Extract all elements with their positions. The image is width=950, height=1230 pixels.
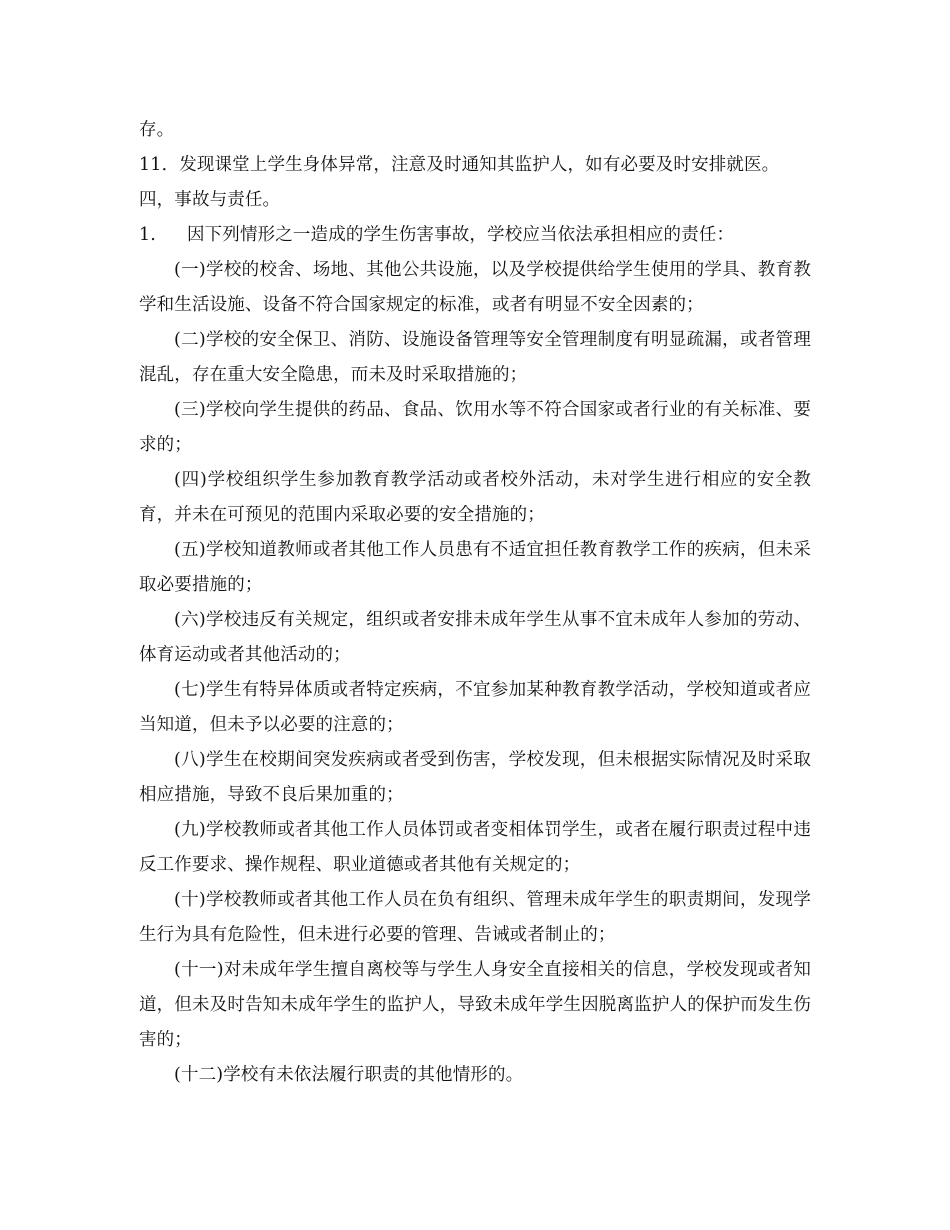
item-1-number: 1. — [139, 225, 156, 245]
clause-10: (十)学校教师或者其他工作人员在负有组织、管理未成年学生的职责期间，发现学生行为具有危险性，但未进行必要的管理、告诫或者制止的； — [139, 890, 811, 945]
clause-8: (八)学生在校期间突发疾病或者受到伤害，学校发现，但未根据实际情况及时采取相应措施，导致不良后果加重的； — [139, 750, 811, 805]
clause-6: (六)学校违反有关规定，组织或者安排未成年学生从事不宜未成年人参加的劳动、体育运动或者其他活动的； — [139, 610, 811, 665]
section-heading-4: 四，事故与责任。 — [139, 190, 281, 210]
clause-7: (七)学生有特异体质或者特定疾病，不宜参加某种教育教学活动，学校知道或者应当知道，但未予以必要的注意的； — [139, 680, 811, 735]
clause-4: (四)学校组织学生参加教育教学活动或者校外活动，未对学生进行相应的安全教育，并未在可预见的范围内采取必要的安全措施的； — [139, 470, 811, 525]
item-11: 11．发现课堂上学生身体异常，注意及时通知其监护人，如有必要及时安排就医。 — [139, 155, 780, 175]
clause-9: (九)学校教师或者其他工作人员体罚或者变相体罚学生，或者在履行职责过程中违反工作要求、操作规程、职业道德或者其他有关规定的； — [139, 820, 811, 875]
clause-2: (二)学校的安全保卫、消防、设施设备管理等安全管理制度有明显疏漏，或者管理混乱，存在重大安全隐患，而未及时采取措施的； — [139, 330, 811, 385]
item-1-text: 因下列情形之一造成的学生伤害事故，学校应当依法承担相应的责任： — [187, 225, 735, 245]
clause-5: (五)学校知道教师或者其他工作人员患有不适宜担任教育教学工作的疾病，但未采取必要措施的； — [139, 540, 811, 595]
clause-1: (一)学校的校舍、场地、其他公共设施，以及学校提供给学生使用的学具、教育教学和生活设施、设备不符合国家规定的标准，或者有明显不安全因素的； — [139, 260, 811, 315]
clause-12: (十二)学校有未依法履行职责的其他情形的。 — [174, 1065, 524, 1085]
clause-11: (十一)对未成年学生擅自离校等与学生人身安全直接相关的信息，学校发现或者知道，但未及时告知未成年学生的监护人，导致未成年学生因脱离监护人的保护而发生伤害的； — [139, 960, 811, 1050]
continuation-line: 存。 — [139, 120, 175, 140]
clause-3: (三)学校向学生提供的药品、食品、饮用水等不符合国家或者行业的有关标准、要求的； — [139, 400, 811, 455]
item-1 — [139, 218, 811, 253]
